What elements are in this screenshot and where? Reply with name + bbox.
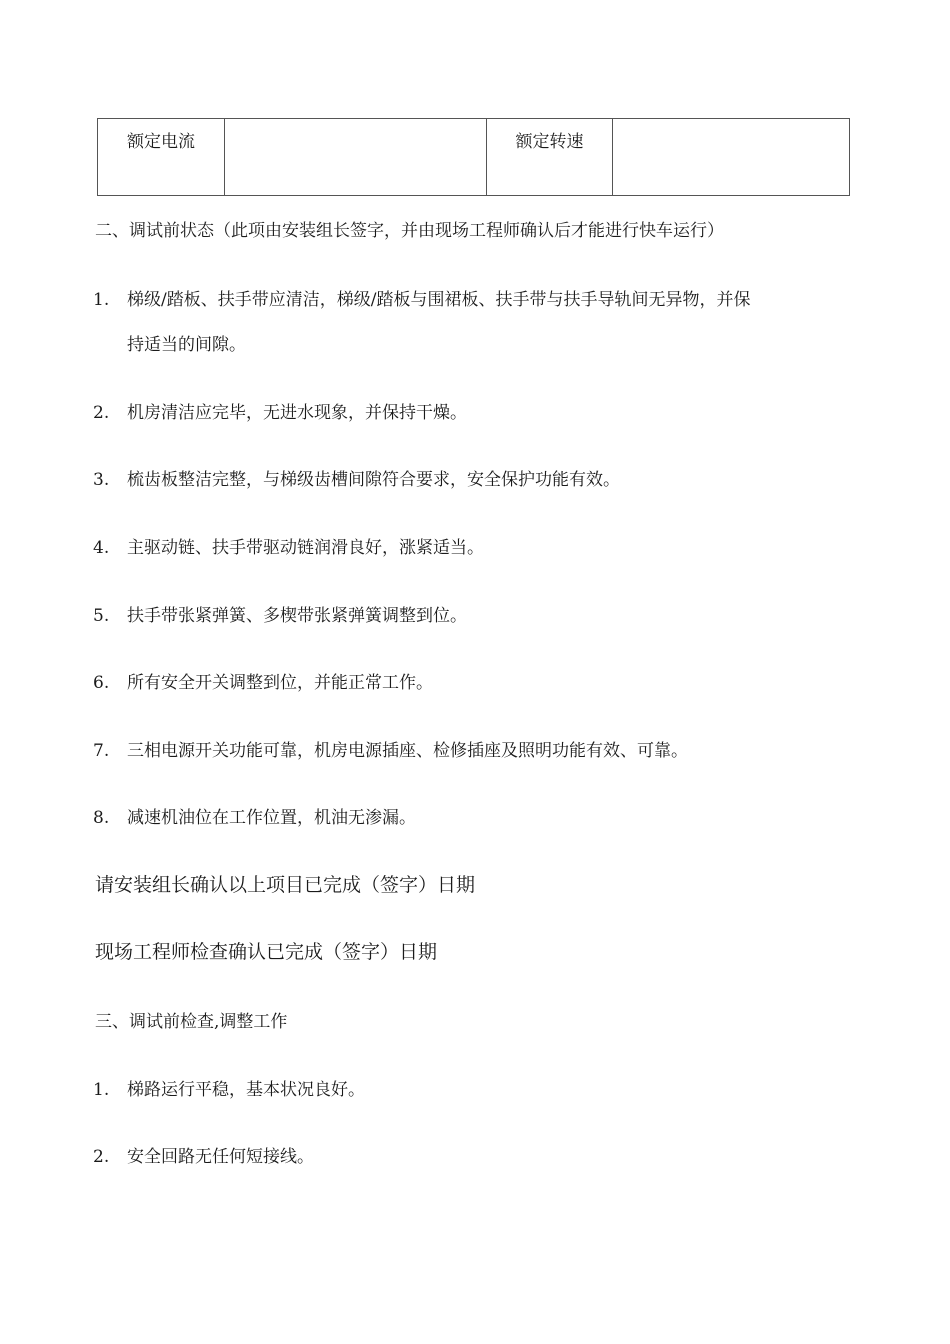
installer-confirmation-line: 请安装组长确认以上项目已完成（签字）日期 [95, 874, 476, 896]
table-cell-rated-current-label: 额定电流 [98, 119, 225, 196]
section3-item-1 [93, 1075, 365, 1100]
item-text: 梯级/踏板、扶手带应清洁，梯级/踏板与围裙板、扶手带与扶手导轨间无异物，并保 [127, 290, 751, 310]
section3-heading: 三、调试前检查,调整工作 [95, 1012, 288, 1032]
section2-item-2 [93, 398, 467, 423]
item-number: 2. [93, 1147, 110, 1167]
section2-item-8 [93, 803, 416, 828]
item-number: 4. [93, 538, 110, 558]
item-text: 三相电源开关功能可靠，机房电源插座、检修插座及照明功能有效、可靠。 [127, 741, 688, 761]
item-text: 梯路运行平稳，基本状况良好。 [127, 1080, 365, 1100]
table-cell-rated-speed-value [613, 119, 850, 196]
section2-item-5 [93, 601, 467, 626]
item-number: 2. [93, 403, 110, 423]
item-text: 减速机油位在工作位置，机油无渗漏。 [127, 808, 416, 828]
item-number: 8. [93, 808, 110, 828]
table-cell-rated-speed-label: 额定转速 [487, 119, 613, 196]
section2-item-3 [93, 465, 620, 490]
section2-item-6 [93, 668, 433, 693]
engineer-confirmation-line: 现场工程师检查确认已完成（签字）日期 [95, 941, 438, 963]
section2-item-7 [93, 736, 688, 761]
section2-item-1-continuation: 持适当的间隙。 [127, 335, 246, 355]
item-text: 安全回路无任何短接线。 [127, 1147, 314, 1167]
item-text: 梳齿板整洁完整，与梯级齿槽间隙符合要求，安全保护功能有效。 [127, 470, 620, 490]
table-cell-rated-current-value [225, 119, 487, 196]
table-row [98, 119, 850, 196]
item-number: 5. [93, 606, 110, 626]
item-number: 3. [93, 470, 110, 490]
item-text: 所有安全开关调整到位，并能正常工作。 [127, 673, 433, 693]
item-number: 6. [93, 673, 110, 693]
item-text: 机房清洁应完毕，无进水现象，并保持干燥。 [127, 403, 467, 423]
item-number: 1. [93, 290, 110, 310]
item-text: 扶手带张紧弹簧、多楔带张紧弹簧调整到位。 [127, 606, 467, 626]
section2-item-1 [93, 285, 750, 310]
section3-item-2 [93, 1142, 314, 1167]
section2-item-4 [93, 533, 484, 558]
section2-heading: 二、调试前状态（此项由安装组长签字，并由现场工程师确认后才能进行快车运行） [95, 221, 724, 241]
item-text: 主驱动链、扶手带驱动链润滑良好，涨紧适当。 [127, 538, 484, 558]
item-number: 7. [93, 741, 110, 761]
item-number: 1. [93, 1080, 110, 1100]
spec-table [97, 118, 850, 196]
